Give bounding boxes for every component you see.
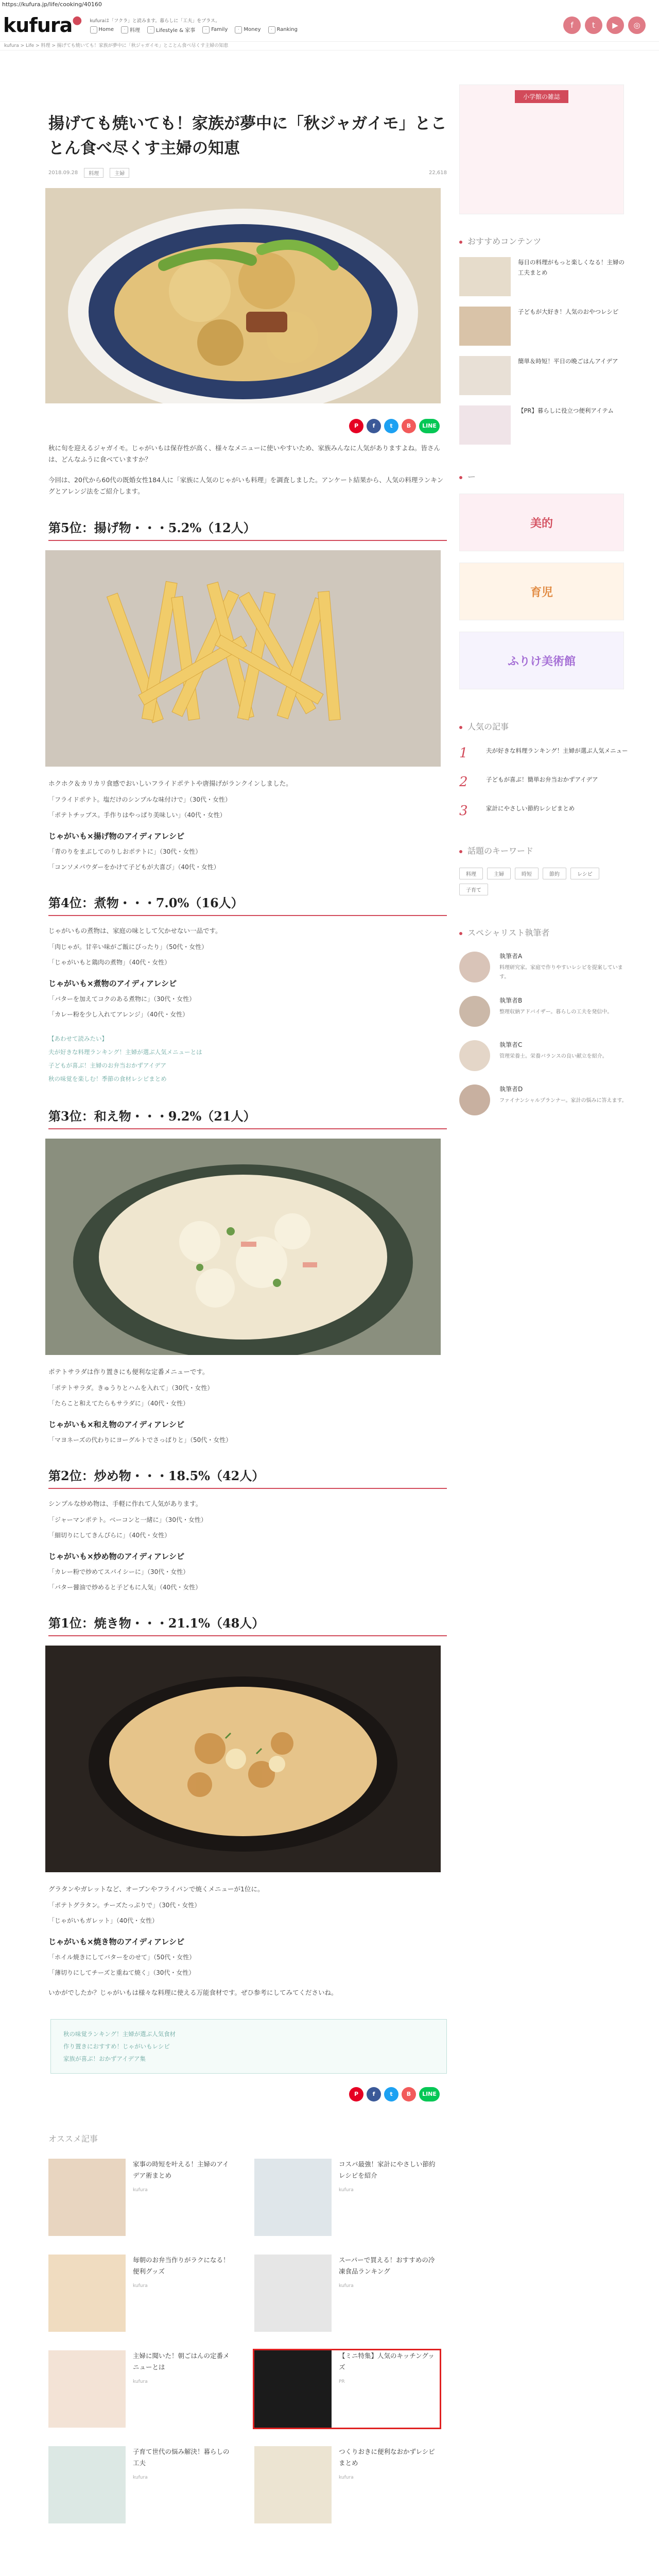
osusume-text-block (339, 2159, 440, 2236)
expert-info (499, 952, 629, 982)
pinterest-share-icon[interactable]: P (349, 419, 363, 433)
pageview-count: 22,618 (429, 170, 447, 176)
keyword-tag[interactable]: レシピ (570, 868, 599, 879)
osusume-item[interactable] (254, 2159, 440, 2236)
pick-item[interactable] (459, 307, 629, 346)
article-date: 2018.09.28 (48, 170, 78, 176)
osusume-item[interactable] (48, 2159, 234, 2236)
twitter-icon[interactable]: t (585, 16, 602, 34)
nav-label: Home (98, 27, 114, 32)
rank-number: 2 (459, 774, 468, 790)
instagram-icon[interactable]: ◎ (628, 16, 646, 34)
idea: 「薄切りにしてチーズと重ねて焼く」（30代・女性） (48, 1969, 195, 1976)
expert-desc: ファイナンシャルプランナー。家計の悩みに答えます。 (499, 1098, 627, 1104)
pick-thumbnail (459, 405, 511, 445)
family-icon: · (202, 26, 210, 33)
experts-title: スペシャリスト執筆者 (459, 926, 634, 938)
osusume-source: kufura (133, 2283, 148, 2289)
related-link[interactable]: 秋の味覚を楽しむ！季節の食材レシピまとめ (48, 1075, 167, 1082)
quote: 「じゃがいもガレット」（40代・女性） (48, 1917, 159, 1924)
section-heading: 第4位：煮物・・・7.0%（16人） (48, 893, 447, 916)
article (45, 64, 447, 2523)
osusume-thumbnail (254, 2446, 332, 2523)
youtube-icon[interactable]: ▶ (606, 16, 624, 34)
experts-list (449, 952, 634, 1115)
pick-thumbnail (459, 356, 511, 395)
idea: 「ホイル焼きにしてバターをのせて」（50代・女性） (48, 1954, 196, 1961)
expert-name: 執筆者A (499, 953, 523, 960)
osusume-title: 毎朝のお弁当作りがラクになる！便利グッズ (133, 2256, 230, 2275)
keyword-tag[interactable]: 料理 (459, 868, 483, 879)
osusume-item[interactable] (48, 2350, 234, 2428)
osusume-title: 家事の時短を叶える！主婦のアイデア術まとめ (133, 2160, 229, 2179)
avatar (459, 1040, 490, 1071)
idea-heading: じゃがいも×揚げ物のアイディアレシピ (48, 832, 185, 841)
expert-desc: 管理栄養士。栄養バランスの良い献立を紹介。 (499, 1054, 608, 1059)
quote: 「細切りにしてきんぴらに」（40代・女性） (48, 1532, 171, 1539)
browser-url[interactable]: https://kufura.jp/life/cooking/40160 (2, 1, 102, 8)
related-heading: 【あわせて読みたい】 (48, 1035, 108, 1042)
money-icon: · (235, 26, 242, 33)
osusume-title: 主婦に聞いた！朝ごはんの定番メニューとは (133, 2352, 230, 2371)
idea: 「バター醤油で炒めると子どもに人気」（40代・女性） (48, 1584, 202, 1591)
box-link[interactable]: 家族が喜ぶ！おかずアイデア集 (63, 2055, 146, 2062)
osusume-text-block (339, 2255, 440, 2332)
hero-image (45, 188, 441, 403)
section-body: ホクホク＆カリカリ食感でおいしいフライドポテトや唐揚げがランクインしました。 (48, 779, 292, 787)
osusume-item[interactable] (48, 2446, 234, 2523)
expert-name: 執筆者B (499, 997, 523, 1004)
pick-title: 簡単＆時短！平日の晩ごはんアイデア (518, 358, 618, 365)
osusume-item[interactable] (254, 2350, 440, 2428)
idea-heading: じゃがいも×焼き物のアイディアレシピ (48, 1937, 185, 1946)
osusume-title: コスパ最強！家計にやさしい節約レシピを紹介 (339, 2160, 436, 2179)
section-heading: 第3位：和え物・・・9.2%（21人） (48, 1106, 447, 1129)
ranking-list (449, 745, 634, 819)
pick-item[interactable] (459, 356, 629, 395)
box-link[interactable]: 秋の味覚ランキング！主婦が選ぶ人気食材 (63, 2030, 176, 2038)
quote: 「肉じゃが。甘辛い味がご飯にぴったり」（50代・女性） (48, 943, 208, 951)
avatar (459, 1084, 490, 1115)
tag-link[interactable]: 料理 (84, 168, 103, 178)
osusume-source: kufura (133, 2379, 148, 2384)
osusume-text-block (133, 2255, 234, 2332)
nav-label: Money (244, 27, 261, 32)
osusume-source: kufura (133, 2475, 148, 2480)
rank-title: 家計にやさしい節約レシピまとめ (486, 805, 575, 812)
gratin-photo (45, 1646, 441, 1872)
expert-item[interactable] (459, 1040, 629, 1071)
idea: 「バターを加えてコクのある煮物に」（30代・女性） (48, 995, 196, 1003)
pick-title: 毎日の料理がもっと楽しくなる！主婦の工夫まとめ (518, 259, 625, 276)
expert-name: 執筆者D (499, 1086, 523, 1093)
line-share-icon[interactable]: LINE (419, 2087, 440, 2102)
header-socials (563, 16, 646, 34)
keyword-tag[interactable]: 節約 (543, 868, 566, 879)
nav-label: Lifestyle & 家事 (156, 28, 196, 33)
pick-item[interactable] (459, 257, 629, 296)
osusume-item[interactable] (48, 2255, 234, 2332)
osusume-title: つくりおきに便利なおかずレシピまとめ (339, 2448, 435, 2467)
site-header (0, 9, 659, 41)
quote: 「ポテトグラタン。チーズたっぷりで」（30代・女性） (48, 1902, 201, 1909)
pick-thumbnail (459, 307, 511, 346)
article-meta (48, 168, 447, 178)
idea: 「マヨネーズの代わりにヨーグルトでさっぱりと」（50代・女性） (48, 1436, 232, 1444)
avatar (459, 952, 490, 982)
expert-name: 執筆者C (499, 1041, 523, 1048)
osusume-text-block (339, 2446, 440, 2523)
ranking-item[interactable] (459, 774, 629, 790)
home-icon: · (90, 26, 97, 33)
facebook-share-icon[interactable]: f (367, 419, 381, 433)
related-box (50, 2019, 447, 2074)
banners-title: ー (459, 470, 634, 482)
nav-item[interactable] (121, 26, 140, 33)
ad-label: 小学館の雑誌 (515, 90, 568, 103)
keywords-list (459, 868, 629, 895)
picks-title: おすすめコンテンツ (459, 235, 634, 247)
osusume-text-block (133, 2350, 234, 2428)
osusume-grid (48, 2159, 440, 2523)
expert-desc: 料理研究家。家庭で作りやすいレシピを提案しています。 (499, 965, 623, 980)
lifestyle-icon: · (147, 26, 154, 33)
share-bar-top (45, 419, 447, 433)
expert-info (499, 1084, 627, 1115)
banner-furoke[interactable]: ふりけ美術館 (459, 632, 624, 689)
pick-title: 子どもが大好き！人気のおやつレシピ (518, 308, 619, 315)
section-heading: 第5位：揚げ物・・・5.2%（12人） (48, 518, 447, 541)
nav-item[interactable] (202, 26, 228, 33)
quote: 「ポテトチップス。手作りはやっぱり美味しい」（40代・女性） (48, 811, 226, 819)
banner-ikuji[interactable]: 育児 (459, 563, 624, 620)
nav-item[interactable] (147, 26, 195, 33)
avatar (459, 996, 490, 1027)
twitter-share-icon[interactable]: t (384, 2087, 398, 2102)
cook-icon: · (121, 26, 128, 33)
rank-number: 3 (459, 803, 468, 819)
pick-title: 【PR】暮らしに役立つ便利アイテム (518, 407, 614, 414)
related-links (48, 1032, 447, 1086)
osusume-thumbnail (48, 2255, 126, 2332)
expert-item[interactable] (459, 952, 629, 982)
nav-label: Family (211, 27, 228, 32)
osusume-thumbnail (254, 2159, 332, 2236)
tag-link[interactable]: 主婦 (110, 168, 129, 178)
quote: 「じゃがいもと鶏肉の煮物」（40代・女性） (48, 959, 171, 966)
quote: 「たらこと和えてたらもサラダに」（40代・女性） (48, 1400, 189, 1407)
related-link[interactable]: 子どもが喜ぶ！主婦のお弁当おかずアイデア (48, 1062, 166, 1069)
keywords-title: 話題のキーワード (459, 844, 634, 856)
osusume-title: 子育て世代の悩み解決！暮らしの工夫 (133, 2448, 230, 2467)
osusume-source: kufura (133, 2188, 148, 2193)
nav-item[interactable] (268, 26, 298, 33)
osusume-source: kufura (339, 2283, 354, 2289)
osusume-text-block (133, 2159, 234, 2236)
picks-list (449, 257, 634, 445)
section-heading: 第2位：炒め物・・・18.5%（42人） (48, 1466, 447, 1489)
article-title: 揚げても焼いても！家族が夢中に「秋ジャガイモ」とことん食べ尽くす主婦の知恵 (48, 114, 447, 158)
rank-number: 1 (459, 745, 468, 761)
potato-salad-photo (45, 1139, 441, 1355)
osusume-thumbnail (48, 2350, 126, 2428)
nav-item[interactable] (235, 26, 261, 33)
quote: 「フライドポテト。塩だけのシンプルな味付けで」（30代・女性） (48, 796, 232, 803)
rank-title: 子どもが喜ぶ！簡単お弁当おかずアイデア (486, 776, 598, 783)
hatena-share-icon[interactable]: B (402, 2087, 416, 2102)
idea: 「コンソメパウダーをかけて子どもが大喜び」（40代・女性） (48, 863, 220, 871)
osusume-item[interactable] (254, 2255, 440, 2332)
osusume-thumbnail (48, 2159, 126, 2236)
osusume-text-block (339, 2350, 440, 2428)
idea: 「カレー粉で炒めてスパイシーに」（30代・女性） (48, 1568, 189, 1575)
expert-item[interactable] (459, 996, 629, 1027)
osusume-source: PR (339, 2379, 345, 2384)
section-body: じゃがいもの煮物は、家庭の味として欠かせない一品です。 (48, 927, 222, 935)
osusume-title: 【ミニ特集】人気のキッチングッズ (339, 2352, 435, 2371)
idea: 「青のりをまぶしてのりしおポテトに」（30代・女性） (48, 848, 202, 855)
ad-banner[interactable] (459, 84, 624, 214)
fries-photo (45, 550, 441, 767)
ranking-title: 人気の記事 (459, 720, 634, 732)
tagline: kufuraは「フクラ」と読みます。暮らしに「工夫」をプラス。 (90, 19, 220, 24)
section-body: グラタンやガレットなど、オーブンやフライパンで焼くメニューが1位に。 (48, 1885, 264, 1893)
facebook-icon[interactable]: f (563, 16, 581, 34)
pick-thumbnail (459, 257, 511, 296)
quote: 「ジャーマンポテト。ベーコンと一緒に」（30代・女性） (48, 1516, 207, 1523)
osusume-source: kufura (339, 2188, 354, 2193)
idea-heading: じゃがいも×和え物のアイディアレシピ (48, 1420, 185, 1429)
banner-biteki[interactable]: 美的 (459, 494, 624, 551)
osusume-title: オススメ記事 (48, 2134, 98, 2144)
osusume-text-block (133, 2446, 234, 2523)
main-nav (90, 26, 298, 33)
expert-item[interactable] (459, 1084, 629, 1115)
keyword-tag[interactable]: 時短 (515, 868, 539, 879)
idea: 「カレー粉を少し入れてアレンジ」（40代・女性） (48, 1011, 189, 1018)
quote: 「ポテトサラダ。きゅうりとハムを入れて」（30代・女性） (48, 1384, 214, 1392)
facebook-share-icon[interactable]: f (367, 2087, 381, 2102)
section-body: ポテトサラダは作り置きにも便利な定番メニューです。 (48, 1368, 209, 1376)
idea-heading: じゃがいも×煮物のアイディアレシピ (48, 979, 177, 988)
expert-info (499, 1040, 608, 1071)
box-link[interactable]: 作り置きにおすすめ！じゃがいもレシピ (63, 2043, 170, 2050)
site-logo[interactable]: kufura● (3, 14, 82, 37)
hatena-share-icon[interactable]: B (402, 419, 416, 433)
sidebar (449, 64, 634, 1115)
rank-title: 夫が好きな料理ランキング！主婦が選ぶ人気メニュー (486, 747, 628, 754)
breadcrumb: kufura > Life > 料理 > 揚げても焼いても！家族が夢中に「秋ジャガイモ」とことん食べ尽くす主婦の知恵 (0, 41, 659, 50)
osusume-title: スーパーで買える！おすすめの冷凍食品ランキング (339, 2256, 435, 2275)
section-body: シンプルな炒め物は、手軽に作れて人気があります。 (48, 1500, 202, 1507)
nav-label: Ranking (276, 27, 298, 32)
twitter-share-icon[interactable]: t (384, 419, 398, 433)
section-heading: 第1位：焼き物・・・21.1%（48人） (48, 1613, 447, 1636)
osusume-thumbnail (254, 2255, 332, 2332)
ranking-item[interactable] (459, 803, 629, 819)
intro-text: 今回は、20代から60代の既婚女性184人に「家族に人気のじゃがいも料理」を調査しました。アンケート結果から、人気の料理ランキングとアレンジ法をご紹介します。 (48, 476, 444, 495)
ranking-item[interactable] (459, 745, 629, 761)
osusume-item[interactable] (254, 2446, 440, 2523)
nav-label: 料理 (130, 28, 141, 33)
keyword-tag[interactable]: 主婦 (487, 868, 511, 879)
share-bar-bottom (45, 2087, 447, 2102)
line-share-icon[interactable]: LINE (419, 419, 440, 433)
osusume-source: kufura (339, 2475, 354, 2480)
osusume-thumbnail (254, 2350, 332, 2428)
intro-text: 秋に旬を迎えるジャガイモ。じゃがいもは保存性が高く、様々なメニューに使いやすいため、家族みんなに人気がありますよね。皆さんは、どんなふうに食べていますか？ (48, 444, 441, 463)
pinterest-share-icon[interactable]: P (349, 2087, 363, 2102)
nav-item[interactable] (90, 26, 114, 33)
keyword-tag[interactable]: 子育て (459, 884, 488, 895)
pick-item[interactable] (459, 405, 629, 445)
idea-heading: じゃがいも×炒め物のアイディアレシピ (48, 1552, 185, 1561)
expert-info (499, 996, 612, 1027)
expert-desc: 整理収納アドバイザー。暮らしの工夫を発信中。 (499, 1009, 613, 1015)
ranking-icon: · (268, 26, 275, 33)
related-link[interactable]: 夫が好きな料理ランキング！主婦が選ぶ人気メニューとは (48, 1048, 202, 1056)
osusume-thumbnail (48, 2446, 126, 2523)
outro-text: いかがでしたか？じゃがいもは様々な料理に使える万能食材です。ぜひ参考にしてみてくださいね。 (48, 1989, 338, 1996)
